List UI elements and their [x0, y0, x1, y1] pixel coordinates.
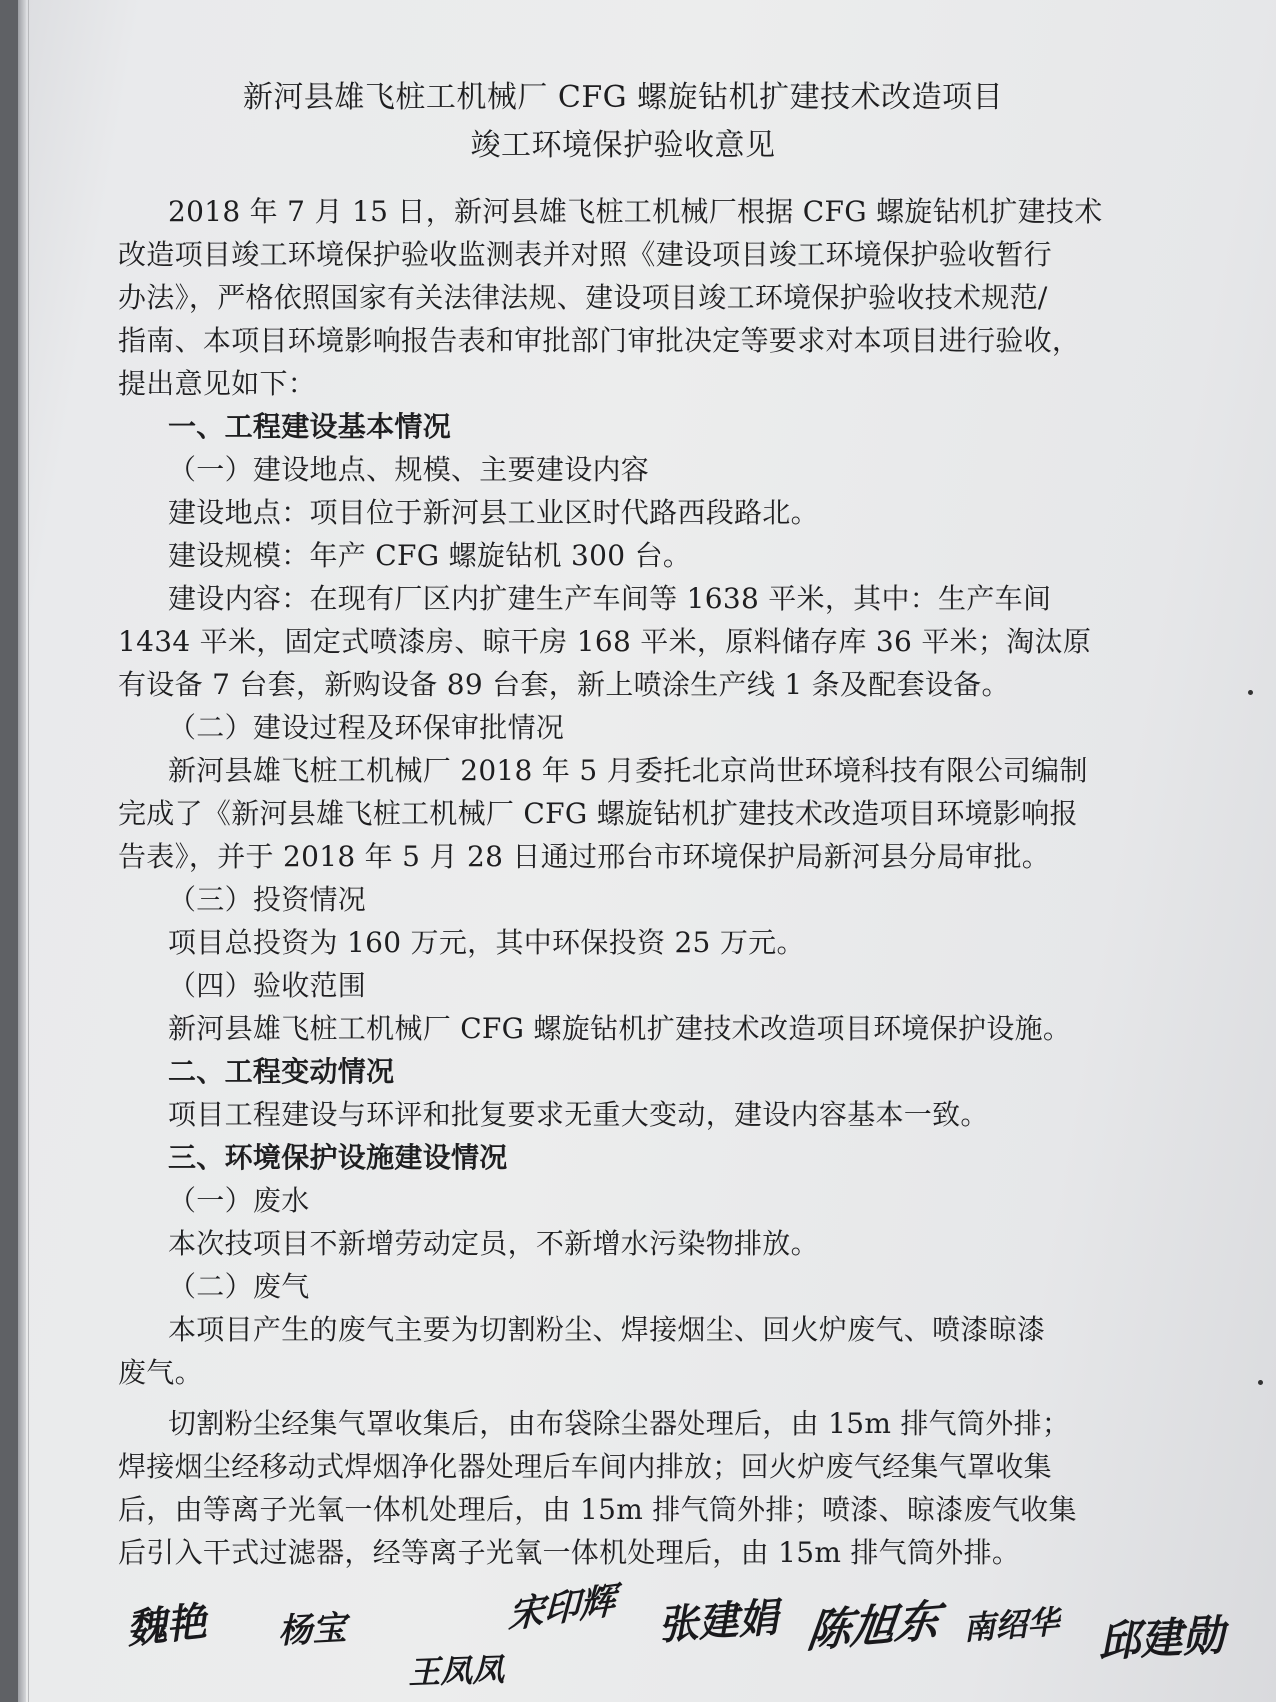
body-line: 后，由等离子光氧一体机处理后，由 15m 排气筒外排；喷漆、晾漆废气收集 [118, 1493, 1077, 1526]
intro-paragraph-line: 改造项目竣工环境保护验收监测表并对照《建设项目竣工环境保护验收暂行 [118, 238, 1052, 271]
signature: 张建娟 [656, 1594, 780, 1650]
subsection-heading: （一）废水 [168, 1184, 310, 1217]
paper-speck [1258, 1380, 1263, 1385]
section-heading-3: 三、环境保护设施建设情况 [168, 1141, 508, 1174]
paper-speck [1248, 690, 1253, 695]
section-heading-1: 一、工程建设基本情况 [168, 410, 452, 443]
subsection-heading: （三）投资情况 [168, 883, 367, 916]
body-line: 后引入干式过滤器，经等离子光氧一体机处理后，由 15m 排气筒外排。 [118, 1536, 1021, 1569]
subsection-heading: （一）建设地点、规模、主要建设内容 [168, 453, 650, 486]
body-line: 告表》，并于 2018 年 5 月 28 日通过邢台市环境保护局新河县分局审批。 [118, 840, 1051, 873]
body-line: 新河县雄飞桩工机械厂 2018 年 5 月委托北京尚世环境科技有限公司编制 [168, 754, 1088, 787]
subsection-heading: （四）验收范围 [168, 969, 367, 1002]
intro-paragraph-line: 2018 年 7 月 15 日，新河县雄飞桩工机械厂根据 CFG 螺旋钻机扩建技术 [168, 195, 1103, 228]
section-heading-2: 二、工程变动情况 [168, 1055, 395, 1088]
body-line: 本次技项目不新增劳动定员，不新增水污染物排放。 [168, 1227, 819, 1260]
signature: 王凤凤 [407, 1650, 505, 1692]
body-line: 切割粉尘经集气罩收集后，由布袋除尘器处理后，由 15m 排气筒外排； [168, 1407, 1071, 1440]
subsection-heading: （二）建设过程及环保审批情况 [168, 711, 565, 744]
intro-paragraph-line: 指南、本项目环境影响报告表和审批部门审批决定等要求对本项目进行验收， [118, 324, 1081, 357]
document-subtitle: 竣工环境保护验收意见 [470, 128, 776, 163]
body-line: 建设地点：项目位于新河县工业区时代路西段路北。 [168, 496, 819, 529]
body-line: 有设备 7 台套，新购设备 89 台套，新上喷涂生产线 1 条及配套设备。 [118, 668, 1010, 701]
signature-area [18, 1560, 1276, 1700]
body-line: 建设内容：在现有厂区内扩建生产车间等 1638 平米，其中：生产车间 [168, 582, 1052, 615]
body-line: 本项目产生的废气主要为切割粉尘、焊接烟尘、回火炉废气、喷漆晾漆 [168, 1313, 1046, 1346]
body-line: 新河县雄飞桩工机械厂 CFG 螺旋钻机扩建技术改造项目环境保护设施。 [168, 1012, 1072, 1045]
document-title: 新河县雄飞桩工机械厂 CFG 螺旋钻机扩建技术改造项目 [242, 80, 1004, 115]
body-line: 建设规模：年产 CFG 螺旋钻机 300 台。 [168, 539, 692, 572]
body-line: 1434 平米，固定式喷漆房、晾干房 168 平米，原料储存库 36 平米；淘汰原 [118, 625, 1092, 658]
signature: 陈旭东 [804, 1594, 943, 1659]
signature: 魏艳 [124, 1598, 209, 1654]
body-line: 焊接烟尘经移动式焊烟净化器处理后车间内排放；回火炉废气经集气罩收集 [118, 1450, 1052, 1483]
document-page [18, 0, 1276, 1702]
signature: 杨宝 [277, 1608, 348, 1652]
intro-paragraph-line: 提出意见如下： [118, 367, 317, 400]
body-line: 项目总投资为 160 万元，其中环保投资 25 万元。 [168, 926, 805, 959]
signature: 邱建勋 [1096, 1610, 1226, 1667]
subsection-heading: （二）废气 [168, 1270, 310, 1303]
body-line: 废气。 [118, 1356, 203, 1389]
intro-paragraph-line: 办法》，严格依照国家有关法律法规、建设项目竣工环境保护验收技术规范/ [118, 281, 1048, 314]
body-line: 完成了《新河县雄飞桩工机械厂 CFG 螺旋钻机扩建技术改造项目环境影响报 [118, 797, 1078, 830]
body-line: 项目工程建设与环评和批复要求无重大变动，建设内容基本一致。 [168, 1098, 989, 1131]
document-body [18, 0, 1276, 1702]
signature: 南绍华 [961, 1602, 1061, 1648]
signature: 宋印辉 [507, 1580, 617, 1637]
